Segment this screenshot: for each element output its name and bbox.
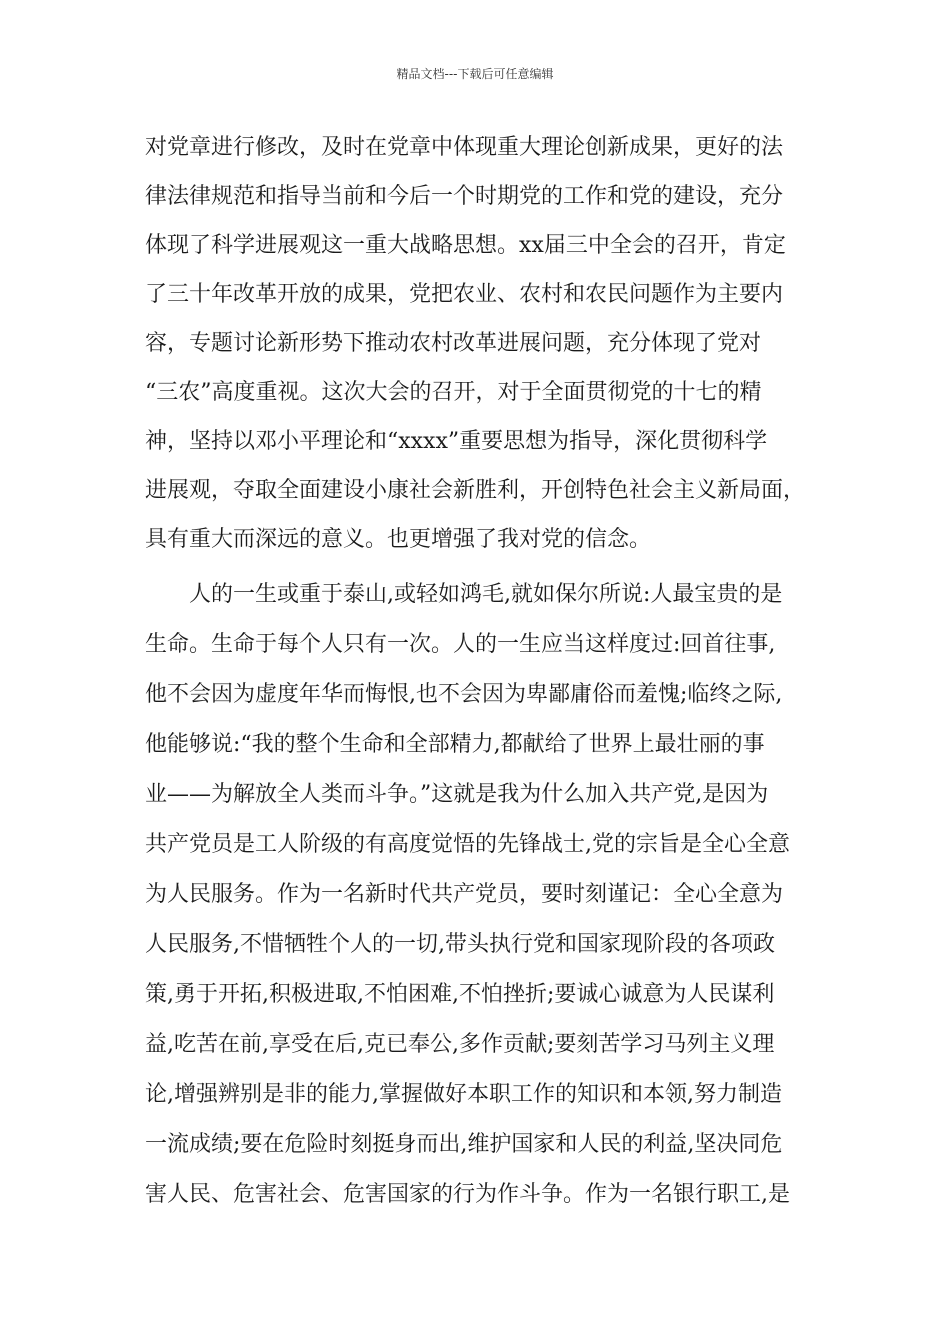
text-line: 益,吃苦在前,享受在后,克已奉公,多作贡献;要刻苦学习马列主义理 <box>145 1032 775 1057</box>
text-line: 他不会因为虚度年华而悔恨,也不会因为卑鄙庸俗而羞愧;临终之际, <box>145 682 783 707</box>
text-line: 策,勇于开拓,积极进取,不怕困难,不怕挫折;要诚心诚意为人民谋利 <box>145 982 775 1007</box>
text-line: 进展观，夺取全面建设小康社会新胜利，开创特色社会主义新局面， <box>145 478 806 503</box>
text-line: 了三十年改革开放的成果，党把农业、农村和农民问题作为主要内 <box>145 282 784 307</box>
text-line: 一流成绩;要在危险时刻挺身而出,维护国家和人民的利益,坚决同危 <box>145 1132 783 1157</box>
text-line: 对党章进行修改，及时在党章中体现重大理论创新成果，更好的法 <box>145 135 784 160</box>
text-line: 律法律规范和指导当前和今后一个时期党的工作和党的建设，充分 <box>145 184 784 209</box>
text-line: 业——为解放全人类而斗争。”这就是我为什么加入共产党,是因为 <box>145 782 769 807</box>
text-line: 他能够说:“我的整个生命和全部精力,都献给了世界上最壮丽的事 <box>145 732 765 757</box>
text-line: 具有重大而深远的意义。也更增强了我对党的信念。 <box>145 527 652 552</box>
text-line: “三农”高度重视。这次大会的召开，对于全面贯彻党的十七的精 <box>145 380 762 405</box>
text-line: 神，坚持以邓小平理论和“xxxx”重要思想为指导，深化贯彻科学 <box>145 429 768 454</box>
text-line: 害人民、危害社会、危害国家的行为作斗争。作为一名银行职工,是 <box>145 1182 790 1207</box>
paragraph-start-line: 人的一生或重于泰山,或轻如鸿毛,就如保尔所说:人最宝贵的是 <box>189 582 783 607</box>
text-line: 容，专题讨论新形势下推动农村改革进展问题，充分体现了党对 <box>145 331 762 356</box>
text-line: 共产党员是工人阶级的有高度觉悟的先锋战士,党的宗旨是全心全意 <box>145 832 790 857</box>
text-line: 论,增强辨别是非的能力,掌握做好本职工作的知识和本领,努力制造 <box>145 1082 782 1107</box>
text-line: 人民服务,不惜牺牲个人的一切,带头执行党和国家现阶段的各项政 <box>145 932 775 957</box>
text-line: 生命。生命于每个人只有一次。人的一生应当这样度过:回首往事, <box>145 632 776 657</box>
text-line: 为人民服务。作为一名新时代共产党员，要时刻谨记：全心全意为 <box>145 882 784 907</box>
text-line: 体现了科学进展观这一重大战略思想。xx届三中全会的召开，肯定 <box>145 233 786 258</box>
page-header: 精品文档---下载后可任意编辑 <box>396 67 554 81</box>
